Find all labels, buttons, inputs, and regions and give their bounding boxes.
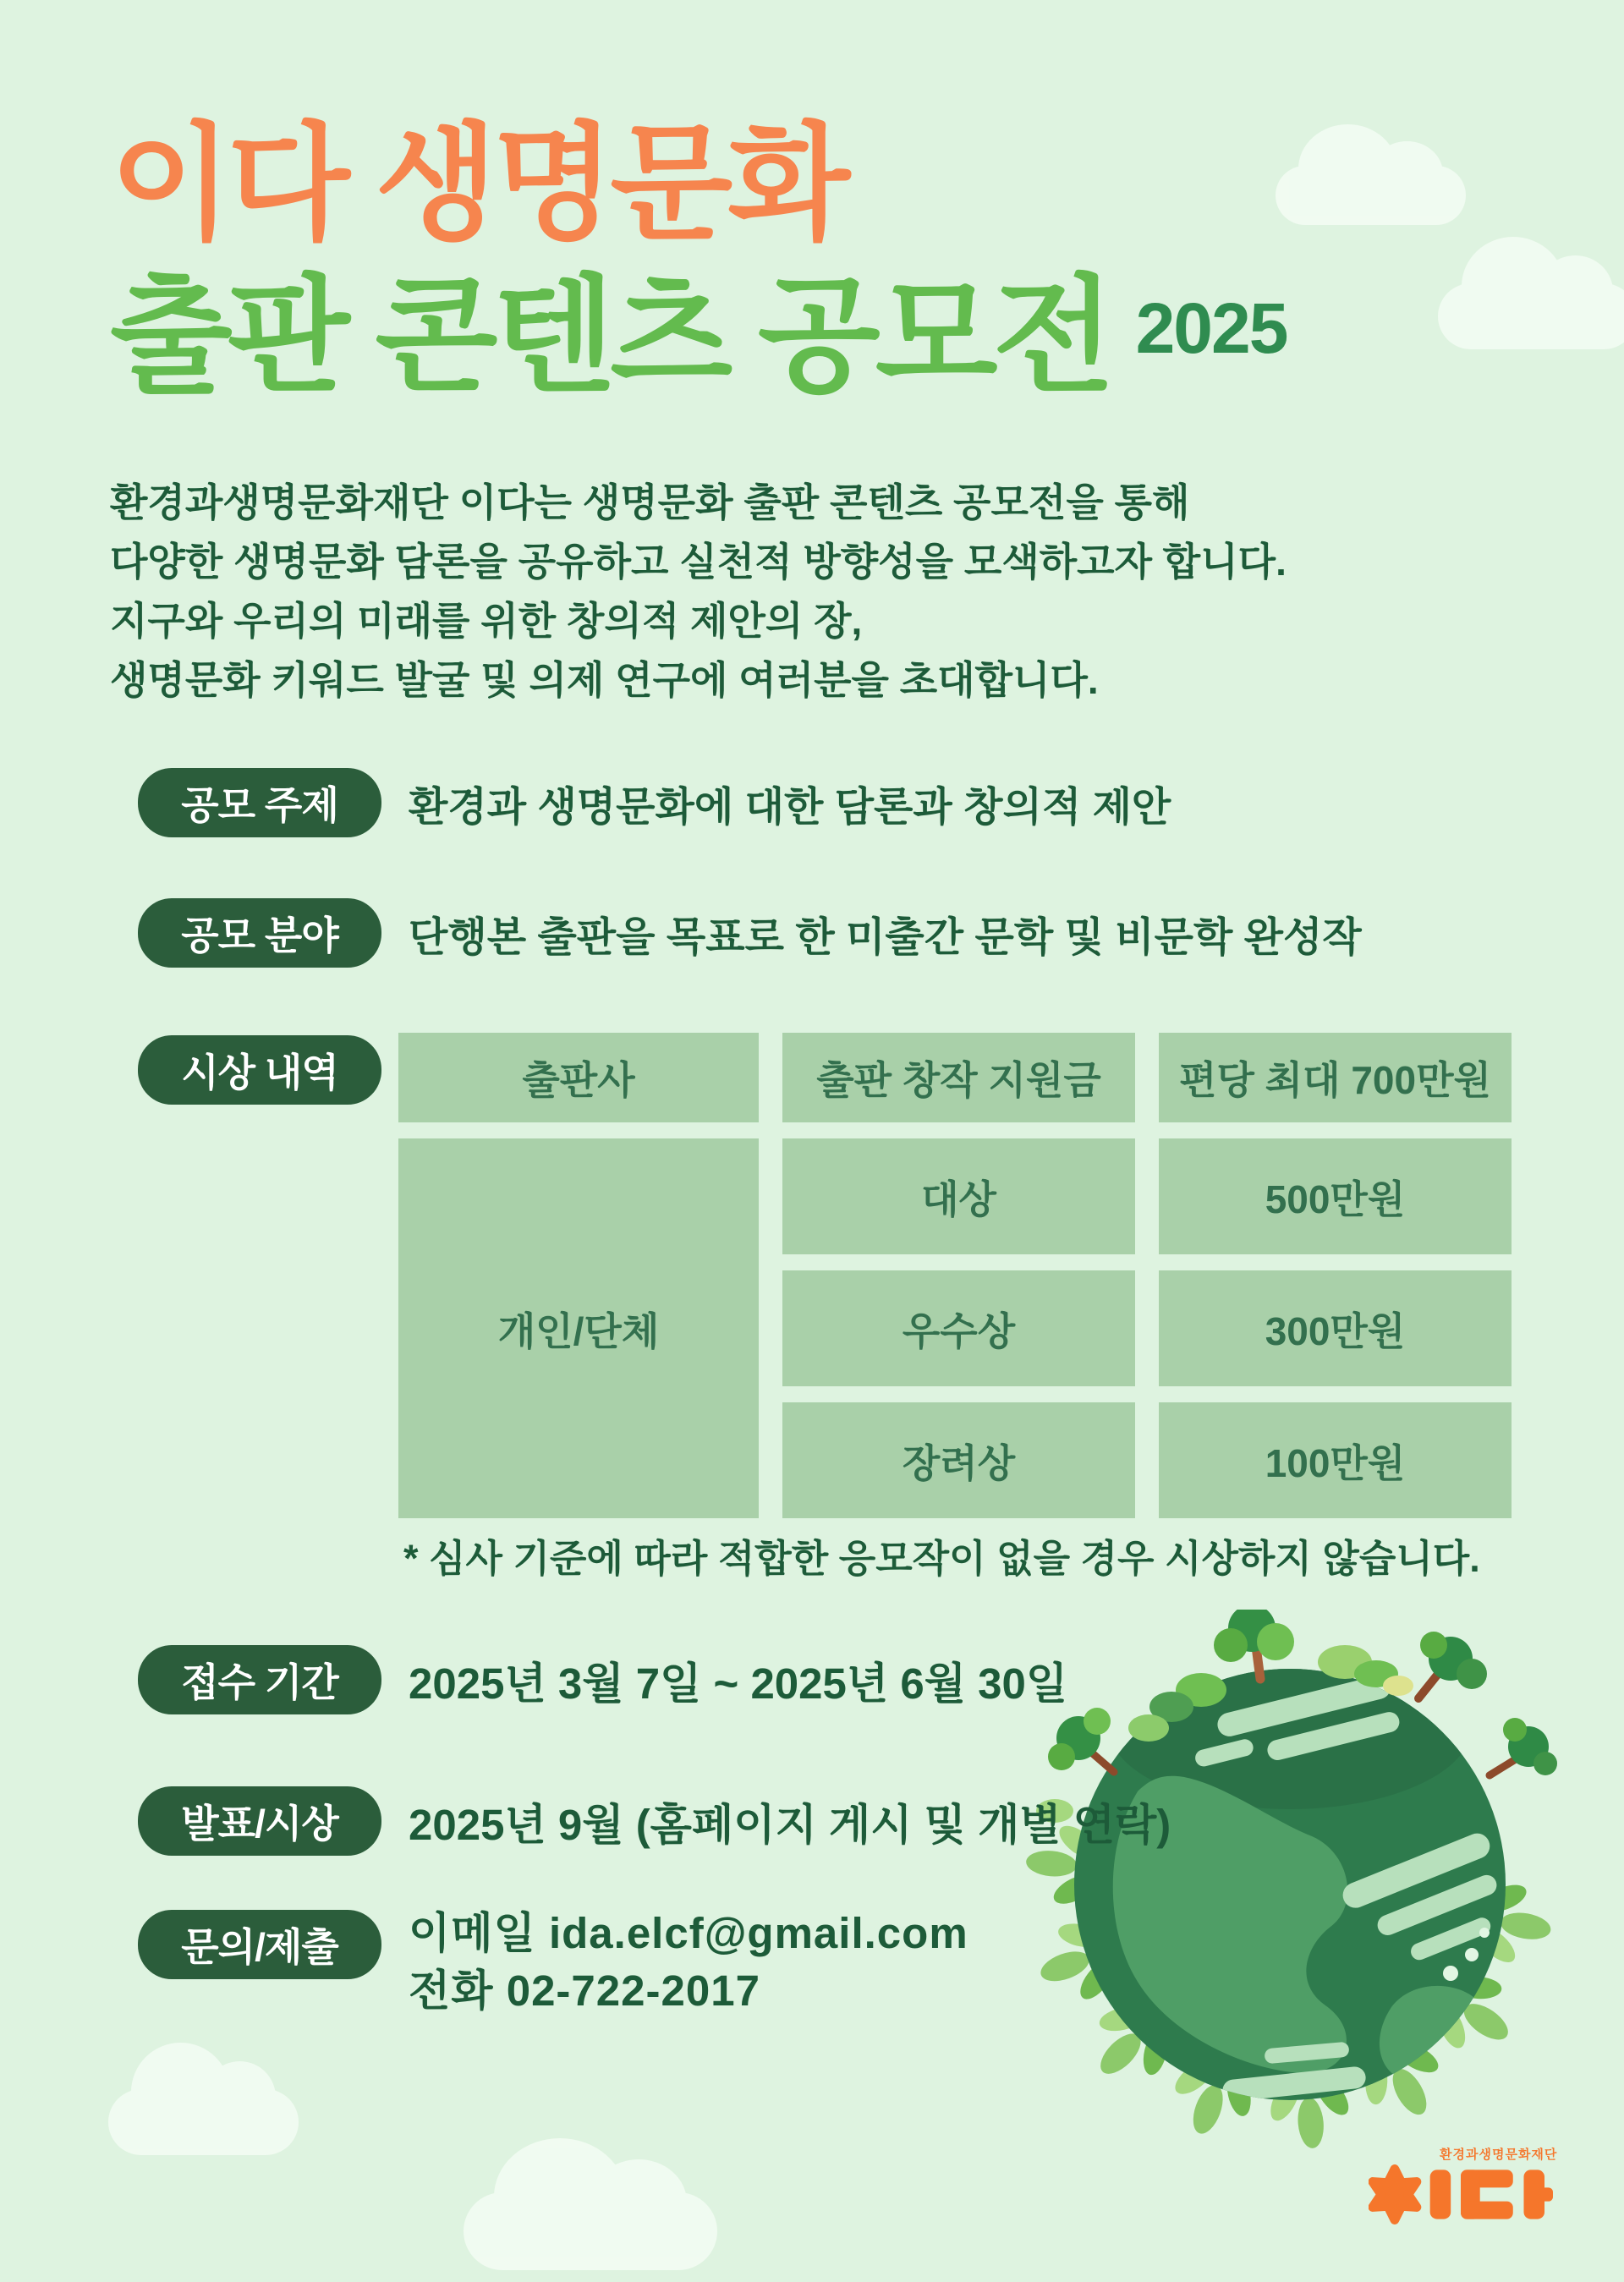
label-pill-submission-period: 접수 기간 (138, 1645, 381, 1714)
intro-paragraph (110, 474, 1287, 710)
intro-line: 생명문화 키워드 발굴 및 의제 연구에 여러분을 초대합니다. (110, 657, 1099, 702)
poster-title-year: 2025 (1135, 288, 1287, 368)
contest-theme-text: 환경과 생명문화에 대한 담론과 창의적 제안 (409, 784, 1171, 830)
intro-line: 환경과생명문화재단 이다는 생명문화 출판 콘텐츠 공모전을 통해 (110, 480, 1190, 524)
label-pill-contest-field: 공모 분야 (138, 898, 381, 968)
label-pill-contest-theme: 공모 주제 (138, 768, 381, 837)
awards-cell-grand-prize-amount: 500만원 (1159, 1138, 1512, 1254)
cloud-icon (108, 2089, 299, 2155)
contact-lines (409, 1905, 968, 2020)
announcement-text: 2025년 9월 (홈페이지 게시 및 개별 연락) (409, 1801, 1171, 1849)
cloud-icon (1276, 166, 1466, 225)
awards-cell-grant-amount: 편당 최대 700만원 (1159, 1033, 1512, 1122)
logo-foundation-text: 환경과생명문화재단 (1440, 2148, 1558, 2162)
intro-line: 지구와 우리의 미래를 위한 창의적 제안의 장, (110, 598, 863, 643)
cloud-icon (464, 2192, 717, 2270)
intro-line: 다양한 생명문화 담론을 공유하고 실천적 방향성을 모색하고자 합니다. (110, 539, 1287, 584)
awards-cell-encouragement-prize-amount: 100만원 (1159, 1402, 1512, 1518)
cloud-icon (1438, 283, 1624, 349)
awards-cell-encouragement-prize: 장려상 (782, 1402, 1135, 1518)
contest-field-text: 단행본 출판을 목표로 한 미출간 문학 및 비문학 완성작 (409, 914, 1362, 960)
awards-cell-excellence-prize-amount: 300만원 (1159, 1270, 1512, 1386)
label-pill-contact: 문의/제출 (138, 1910, 381, 1979)
awards-footnote: * 심사 기준에 따라 적합한 응모작이 없을 경우 시상하지 않습니다. (403, 1537, 1480, 1580)
poster-title-line2: 출판 콘텐츠 공모전 (110, 265, 1111, 407)
ida-logo-star-icon (1373, 2170, 1417, 2220)
awards-cell-grant: 출판 창작 지원금 (782, 1033, 1135, 1122)
awards-table (398, 1033, 1512, 1518)
awards-cell-group: 개인/단체 (398, 1138, 759, 1518)
awards-cell-excellence-prize: 우수상 (782, 1270, 1135, 1386)
label-pill-announcement: 발표/시상 (138, 1786, 381, 1856)
earth-illustration (1011, 1610, 1569, 2170)
poster-title-line1: 이다 생명문화 (110, 112, 846, 255)
contact-phone-line: 전화 02-722-2017 (409, 1967, 760, 2015)
title-block (110, 100, 1287, 407)
submission-period-text: 2025년 3월 7일 ~ 2025년 6월 30일 (409, 1659, 1068, 1708)
ida-logo (1369, 2164, 1553, 2225)
contact-email-line: 이메일 ida.elcf@gmail.com (409, 1909, 968, 1957)
awards-cell-publisher: 출판사 (398, 1033, 759, 1122)
label-pill-awards: 시상 내역 (138, 1035, 381, 1105)
awards-cell-grand-prize: 대상 (782, 1138, 1135, 1254)
